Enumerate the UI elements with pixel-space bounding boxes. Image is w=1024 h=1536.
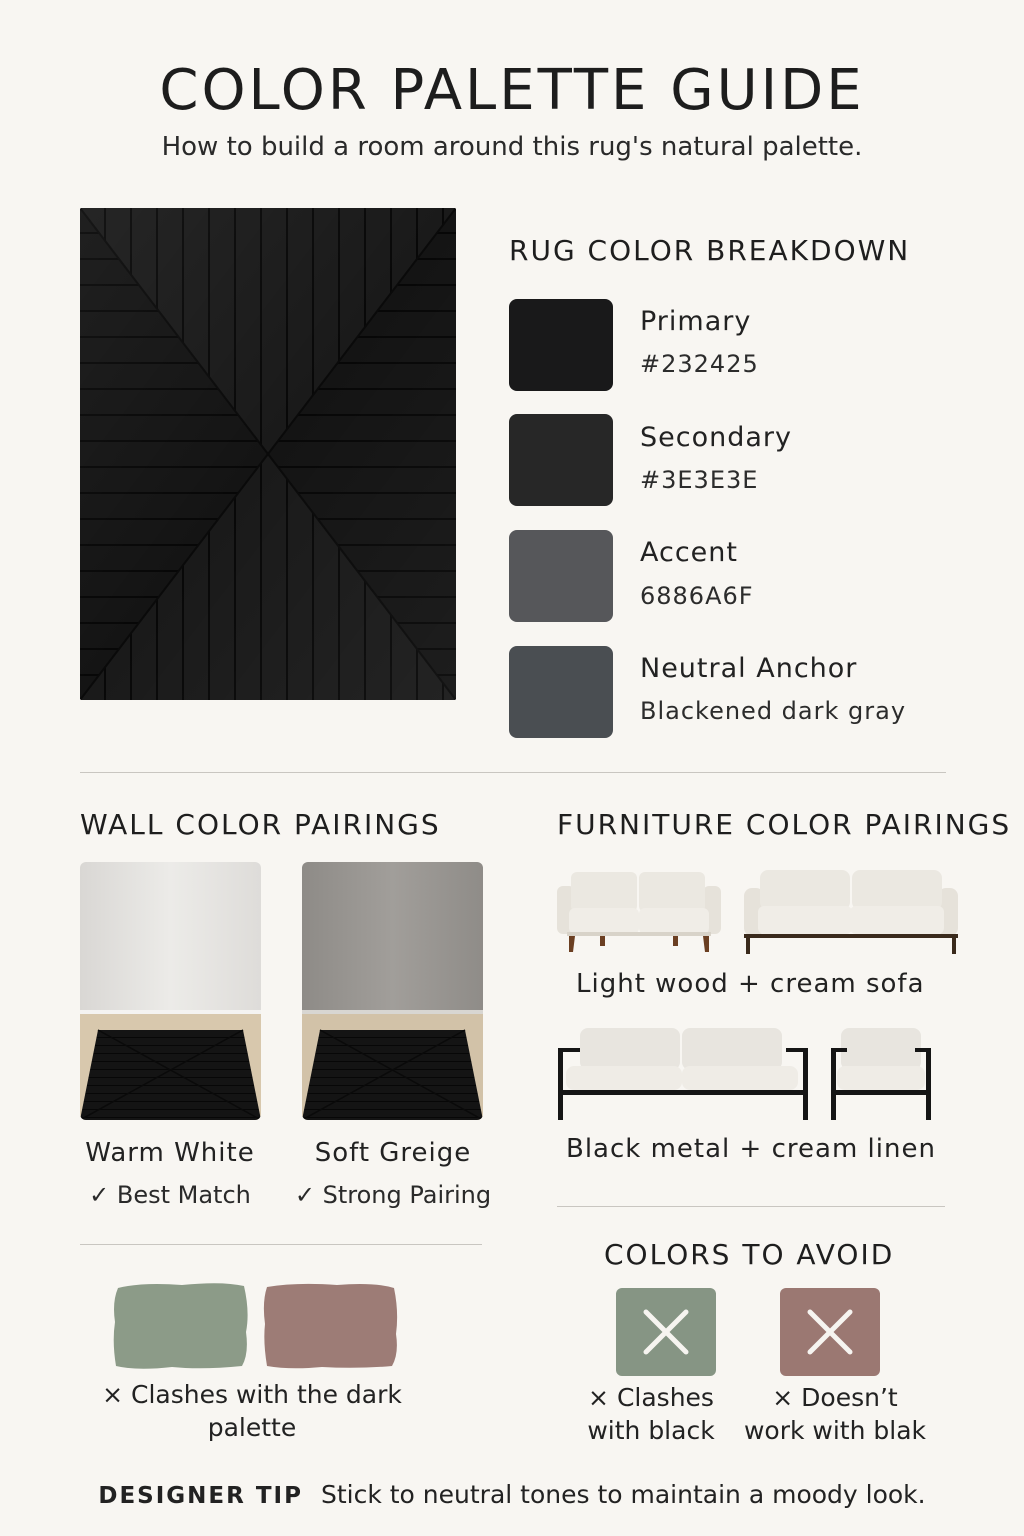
rug-image [80, 208, 456, 700]
wall-name: Warm White [85, 1138, 255, 1168]
swatch-value: Blackened dark gray [640, 697, 907, 725]
x-icon [640, 1306, 692, 1358]
wall-card-soft-greige [302, 862, 483, 1120]
swatch-primary [509, 299, 613, 391]
furniture-label: Black metal + cream linen [566, 1134, 936, 1164]
clash-text: × Clashes with the dark palette [102, 1380, 402, 1442]
tip-label: DESIGNER TIP [98, 1483, 303, 1509]
furniture-label: Light wood + cream sofa [576, 969, 925, 999]
swatch-accent [509, 530, 613, 622]
designer-tip [0, 1480, 1024, 1509]
swatch-name: Accent [640, 537, 738, 568]
wall-note: ✓ Best Match [89, 1181, 251, 1209]
clash-swatch-sage [112, 1282, 246, 1368]
swatch-neutral-anchor [509, 646, 613, 738]
swatch-name: Secondary [640, 422, 792, 453]
swatch-secondary [509, 414, 613, 506]
wall-heading: WALL COLOR PAIRINGS [80, 808, 441, 841]
page-subtitle: How to build a room around this rug's natural palette. [161, 132, 863, 162]
furniture-heading: FURNITURE COLOR PAIRINGS [557, 808, 1012, 841]
sofa-light-wood-small [555, 868, 723, 960]
tip-text: Stick to neutral tones to maintain a moody look. [320, 1480, 926, 1509]
avoid-swatch-sage [616, 1288, 716, 1376]
wall-name: Soft Greige [314, 1138, 472, 1168]
swatch-value: #232425 [640, 350, 759, 378]
swatch-value: #3E3E3E [640, 466, 759, 494]
swatch-value: 6886A6F [640, 582, 754, 610]
divider [80, 1244, 482, 1245]
avoid-heading: COLORS TO AVOID [604, 1238, 895, 1271]
avoid-text: × Clashes with black [587, 1383, 715, 1445]
swatch-name: Primary [640, 306, 752, 337]
avoid-swatch-mauve [780, 1288, 880, 1376]
clash-swatch-mauve [262, 1282, 396, 1368]
breakdown-heading: RUG COLOR BREAKDOWN [509, 234, 911, 267]
divider [80, 772, 946, 773]
x-icon [804, 1306, 856, 1358]
sofa-light-wood-large [744, 868, 958, 962]
wall-note: ✓ Strong Pairing [294, 1181, 492, 1209]
divider [557, 1206, 945, 1207]
sofa-black-metal [556, 1026, 810, 1126]
avoid-text: × Doesn’t work with blak [743, 1383, 927, 1445]
wall-card-warm-white [80, 862, 261, 1120]
page-title: COLOR PALETTE GUIDE [159, 58, 865, 123]
armchair-black-metal [829, 1026, 933, 1126]
swatch-name: Neutral Anchor [640, 653, 858, 684]
